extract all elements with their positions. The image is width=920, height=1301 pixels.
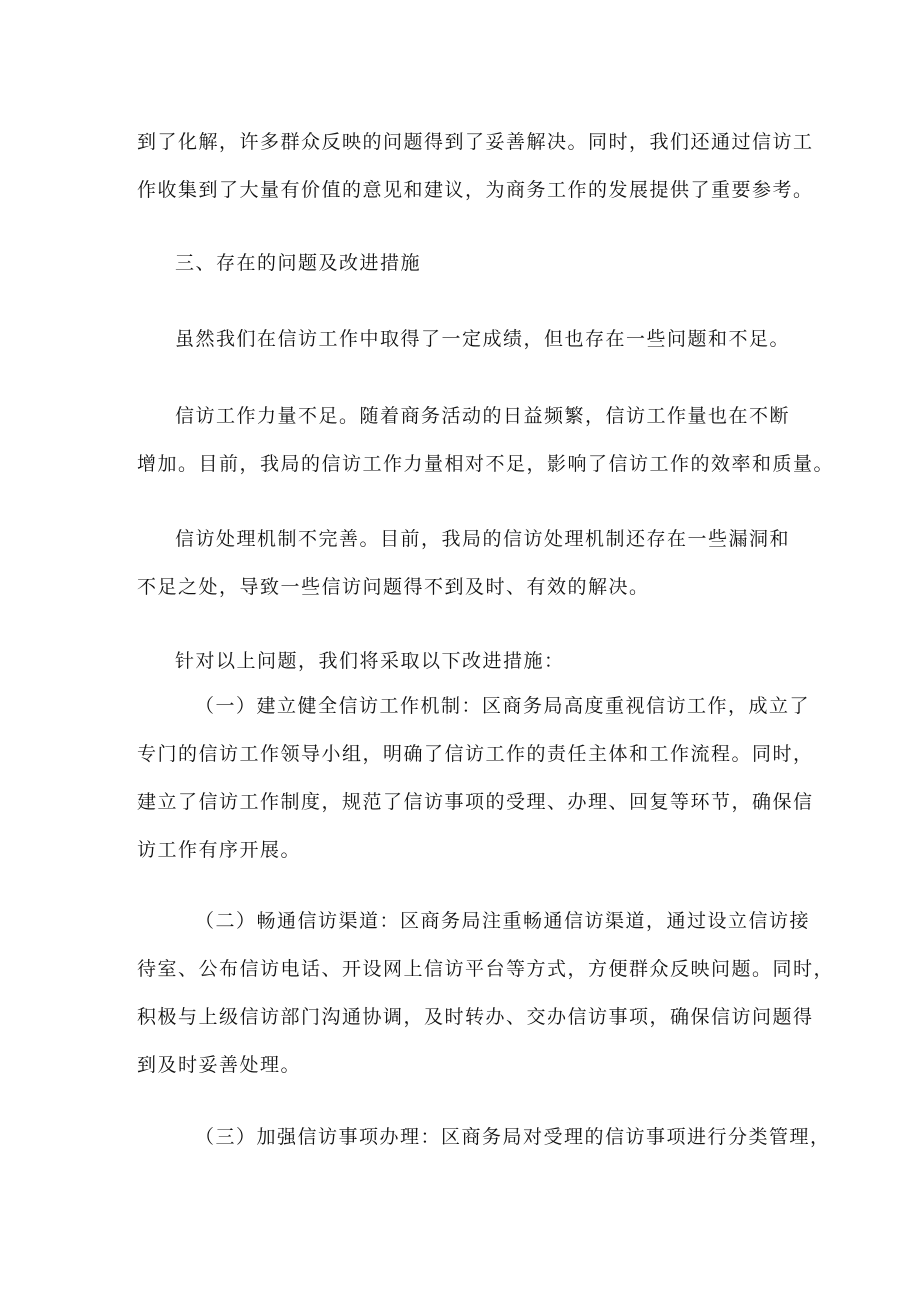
text-line: 到及时妥善处理。 xyxy=(137,1054,302,1076)
text-line: 建立了信访工作制度，规范了信访事项的受理、办理、回复等环节，确保信 xyxy=(137,791,814,813)
section-heading: 三、存在的问题及改进措施 xyxy=(175,252,422,274)
paragraph-achievements-and-shortcomings xyxy=(137,315,797,363)
paragraph-resolution-summary xyxy=(137,118,814,214)
text-line: （一）建立健全信访工作机制：区商务局高度重视信访工作，成立了 xyxy=(195,695,811,717)
paragraph-measure-one xyxy=(137,682,814,874)
text-line: 到了化解，许多群众反映的问题得到了妥善解决。同时，我们还通过信访工 xyxy=(137,131,814,153)
text-line: 信访处理机制不完善。目前，我局的信访处理机制还存在一些漏洞和 xyxy=(175,528,791,550)
text-line: 增加。目前，我局的信访工作力量相对不足，影响了信访工作的效率和质量。 xyxy=(137,453,835,475)
text-line: 信访工作力量不足。随着商务活动的日益频繁，信访工作量也在不断 xyxy=(175,405,791,427)
paragraph-improvement-intro xyxy=(137,637,797,685)
paragraph-measure-two xyxy=(137,897,835,1089)
text-line: （三）加强信访事项办理：区商务局对受理的信访事项进行分类管理， xyxy=(195,1126,831,1148)
section-heading-problems-and-measures xyxy=(137,239,797,287)
text-line: 虽然我们在信访工作中取得了一定成绩，但也存在一些问题和不足。 xyxy=(175,328,791,350)
text-line: 不足之处，导致一些信访问题得不到及时、有效的解决。 xyxy=(137,576,650,598)
paragraph-measure-three xyxy=(137,1113,831,1161)
paragraph-insufficient-staff xyxy=(137,392,835,488)
text-line: 访工作有序开展。 xyxy=(137,839,302,861)
text-line: 专门的信访工作领导小组，明确了信访工作的责任主体和工作流程。同时， xyxy=(137,743,814,765)
text-line: 积极与上级信访部门沟通协调，及时转办、交办信访事项，确保信访问题得 xyxy=(137,1006,814,1028)
text-line: 待室、公布信访电话、开设网上信访平台等方式，方便群众反映问题。同时， xyxy=(137,958,835,980)
text-line: （二）畅通信访渠道：区商务局注重畅通信访渠道，通过设立信访接 xyxy=(195,910,811,932)
paragraph-imperfect-mechanism xyxy=(137,515,797,611)
text-line: 针对以上问题，我们将采取以下改进措施： xyxy=(175,650,565,672)
text-line: 作收集到了大量有价值的意见和建议，为商务工作的发展提供了重要参考。 xyxy=(137,179,814,201)
